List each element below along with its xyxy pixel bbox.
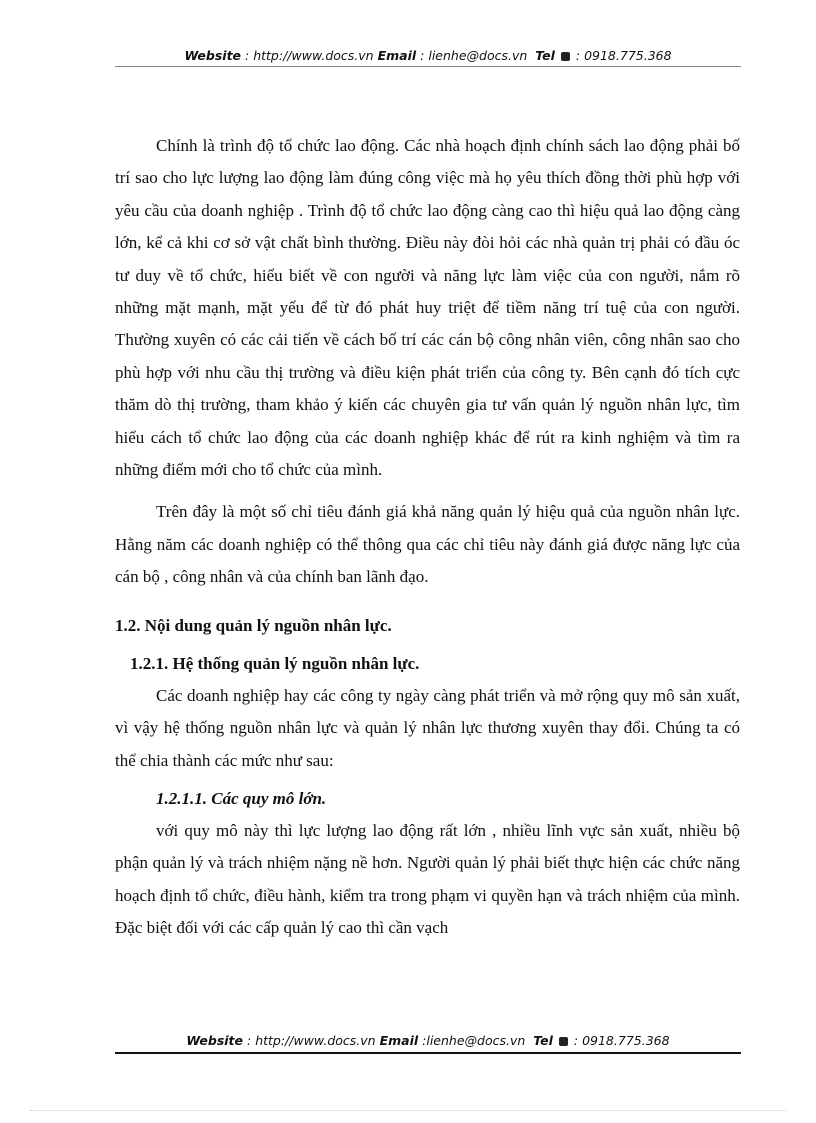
tel-number: 0918.775.368 [584,48,672,63]
email-address[interactable]: lienhe@docs.vn [428,48,528,63]
phone-icon [559,1037,568,1046]
subsubsection-heading: 1.2.1.1. Các quy mô lớn. [156,788,327,808]
section-heading: 1.2. Nội dung quản lý nguồn nhân lực. [115,615,392,635]
website-label: Website [184,48,242,63]
body-paragraph: Trên đây là một số chỉ tiêu đánh giá khả năng quản lý hiệu quả của nguồn nhân lực. Hằng năm các doanh nghiệp có thể thông qua các chỉ tiêu này đánh giá được năng lực của cán bộ , công nhân và của chính ban lãnh đạo. [115,502,740,587]
email-label: Email [379,1033,419,1048]
footer-divider [115,1052,741,1054]
subsection-heading: 1.2.1. Hệ thống quản lý nguồn nhân lực. [130,653,420,673]
phone-icon [561,52,570,61]
website-url[interactable]: http://www.docs.vn [255,1033,376,1048]
body-paragraph: Chính là trình độ tổ chức lao động. Các nhà hoạch định chính sách lao động phải bố trí sao cho lực lượng lao động làm đúng công việc mà họ yêu thích đồng thời phù hợp với yêu cầu của doanh nghiệp . Trình độ tổ chức lao động càng cao thì hiệu quả lao động càng lớn, kể cả khi cơ sở vật chất bình thường. Điều này đòi hỏi các nhà quản trị phải có đầu óc tư duy về tổ chức, hiểu biết về con người và năng lực làm việc của con người, nắm rõ những mặt mạnh, mặt yếu để từ đó phát huy triệt để tiềm năng trí tuệ của con người. Thường xuyên có các cải tiến về cách bố trí các cán bộ công nhân viên, công nhân sao cho phù hợp với nhu cầu thị trường và điều kiện phát triển của công ty. Bên cạnh đó tích cực thăm dò thị trường, tham khảo ý kiến các chuyên gia tư vấn quản lý nguồn nhân lực, tìm hiểu cách tổ chức lao động của các doanh nghiệp khác để rút ra kinh nghiệm và tìm ra những điểm mới cho tổ chức của mình. [115,136,740,480]
header-divider [115,66,741,67]
tel-label: Tel [535,48,555,63]
email-label: Email [377,48,417,63]
page-header: Website : http://www.docs.vn Email : lienhe@docs.vn Tel : 0918.775.368 [184,48,672,63]
body-paragraph: với quy mô này thì lực lượng lao động rất lớn , nhiều lĩnh vực sản xuất, nhiều bộ phận quản lý và trách nhiệm nặng nề hơn. Người quản lý phải biết thực hiện các chức năng hoạch định tổ chức, điều hành, kiểm tra trong phạm vi quyền hạn và trách nhiệm của mình. Đặc biệt đối với các cấp quản lý cao thì cần vạch [115,820,740,938]
page-edge-dotted-line [30,1110,786,1111]
body-paragraph: Các doanh nghiệp hay các công ty ngày càng phát triển và mở rộng quy mô sản xuất, vì vậy hệ thống nguồn nhân lực và quản lý nhân lực thương xuyên thay đổi. Chúng ta có thể chia thành các mức như sau: [115,685,740,770]
tel-number: 0918.775.368 [582,1033,670,1048]
email-address[interactable]: lienhe@docs.vn [426,1033,526,1048]
tel-label: Tel [533,1033,553,1048]
website-label: Website [186,1033,244,1048]
website-url[interactable]: http://www.docs.vn [253,48,374,63]
page-footer: Website : http://www.docs.vn Email :lienhe@docs.vn Tel : 0918.775.368 [186,1033,670,1048]
page-content [115,130,740,945]
